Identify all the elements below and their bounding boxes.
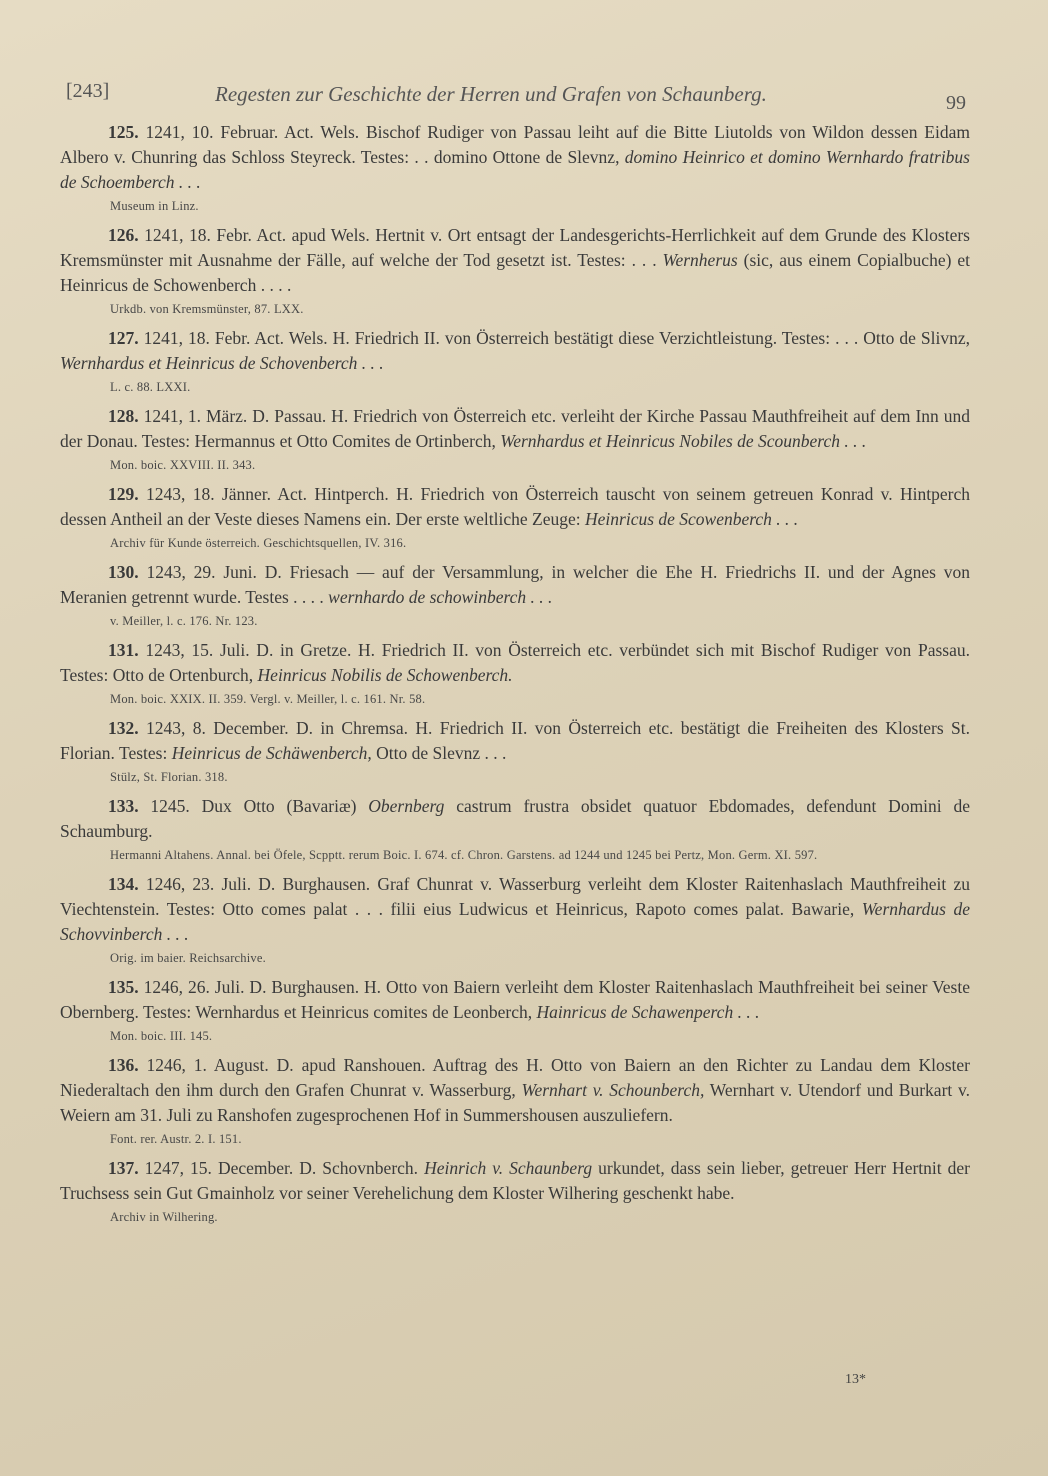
entry-text: 1241, 1. März. D. Passau. H. Friedrich von Österreich etc. verleiht der Kirche Passau Mauthfreiheit auf dem Inn und der Donau. Testes: Hermannus et Otto Comites de Ortinberch, (60, 406, 970, 451)
regest-entry (60, 1156, 970, 1226)
regest-entry (60, 975, 970, 1045)
entry-text: 1243, 29. Juni. D. Friesach — auf der Versammlung, in welcher die Ehe H. Friedrichs II. und der Agnes von Meranien getrennt wurde. Testes . . . . (60, 562, 970, 607)
entry-text: 1243, 8. December. D. in Chremsa. H. Friedrich II. von Österreich etc. bestätigt die Freiheiten des Klosters St. Florian. Testes: (60, 718, 970, 763)
entry-source: Mon. boic. III. 145. (110, 1029, 213, 1043)
regest-entry (60, 223, 970, 318)
entry-number: 126. (108, 225, 139, 245)
entry-number: 133. (108, 796, 139, 816)
regest-entry (60, 120, 970, 215)
entry-text-end: (sic, aus einem Copialbuche) et Heinricus de Schowenberch . . . . (60, 250, 970, 295)
page-number: 99 (946, 92, 966, 114)
entry-italic: Heinricus de Schäwenberch, (171, 743, 372, 763)
entry-number: 136. (108, 1055, 139, 1075)
page-bracket-number: [243] (66, 80, 110, 102)
entry-source: Hermanni Altahens. Annal. bei Öfele, Scpptt. rerum Boic. I. 674. cf. Chron. Garstens. ad 1244 und 1245 bei Pertz, Mon. Germ. XI. 597. (110, 848, 818, 862)
entry-italic: Wernherus (662, 250, 738, 270)
entry-source: Archiv in Wilhering. (110, 1210, 218, 1224)
entry-source: Mon. boic. XXIX. II. 359. Vergl. v. Meiller, l. c. 161. Nr. 58. (110, 692, 426, 706)
entry-text-end: castrum frustra obsidet quatuor Ebdomades, defendunt Domini de Schaumburg. (60, 796, 970, 841)
entry-text: 1241, 10. Februar. Act. Wels. Bischof Rudiger von Passau leiht auf die Bitte Liutolds von Wildon dessen Eidam Albero v. Chunring das Schloss Steyreck. Testes: . . domino Ottone de Slevnz, (60, 122, 970, 167)
entry-number: 127. (108, 328, 139, 348)
regest-entry (60, 482, 970, 552)
entry-source: v. Meiller, l. c. 176. Nr. 123. (110, 614, 258, 628)
regest-entry (60, 326, 970, 396)
page-header (60, 80, 970, 120)
entry-italic: Heinricus Nobilis de Schowenberch. (257, 665, 513, 685)
entry-source: Museum in Linz. (110, 199, 199, 213)
running-title: Regesten zur Geschichte der Herren und Grafen von Schaunberg. (215, 82, 767, 106)
regesten-list (60, 120, 970, 1226)
regest-entry (60, 404, 970, 474)
regest-entry (60, 1053, 970, 1148)
entry-italic: Wernhardus et Heinricus Nobiles de Scounberch . . . (500, 431, 867, 451)
entry-italic: wernhardo de schowinberch . . . (328, 587, 553, 607)
entry-italic: Heinricus de Scowenberch . . . (585, 509, 799, 529)
entry-source: Orig. im baier. Reichsarchive. (110, 951, 266, 965)
entry-text: 1247, 15. December. D. Schovnberch. (138, 1158, 425, 1178)
regest-entry (60, 560, 970, 630)
entry-text: 1241, 18. Febr. Act. apud Wels. Hertnit v. Ort entsagt der Landesgerichts-Herrlichkeit auf dem Grunde des Klosters Kremsmünster mit Ausnahme der Fälle, auf welche der Tod gesetzt ist. Testes: . . . (60, 225, 970, 270)
entry-text: 1241, 18. Febr. Act. Wels. H. Friedrich II. von Österreich bestätigt diese Verzichtleistung. Testes: . . . Otto de Slivnz, (138, 328, 970, 348)
entry-italic: Wernhardus et Heinricus de Schovenberch . . . (60, 353, 384, 373)
document-page (60, 80, 970, 1234)
entry-number: 135. (108, 977, 139, 997)
entry-number: 132. (108, 718, 139, 738)
entry-text-end: Otto de Slevnz . . . (371, 743, 507, 763)
entry-italic: Obernberg (368, 796, 445, 816)
entry-text: 1243, 18. Jänner. Act. Hintperch. H. Friedrich von Österreich tauscht von seinem getreuen Konrad v. Hintperch dessen Antheil an der Veste dieses Namens ein. Der erste weltliche Zeuge: (60, 484, 970, 529)
entry-italic: domino Heinrico et domino Wernhardo fratribus de Schoemberch . . . (60, 147, 970, 192)
regest-entry (60, 716, 970, 786)
entry-text: 1246, 26. Juli. D. Burghausen. H. Otto von Baiern verleiht dem Kloster Raitenhaslach Mauthfreiheit bei seiner Veste Obernberg. Testes: Wernhardus et Heinricus comites de Leonberch, (60, 977, 970, 1022)
entry-source: Urkdb. von Kremsmünster, 87. LXX. (110, 302, 304, 316)
entry-number: 137. (108, 1158, 139, 1178)
entry-source: Mon. boic. XXVIII. II. 343. (110, 458, 256, 472)
entry-number: 129. (108, 484, 139, 504)
entry-source: L. c. 88. LXXI. (110, 380, 191, 394)
entry-italic: Wernhardus de Schovvinberch . . . (60, 899, 970, 944)
entry-italic: Wernhart v. Schounberch, (521, 1080, 705, 1100)
entry-text: 1243, 15. Juli. D. in Gretze. H. Friedrich II. von Österreich etc. verbündet sich mit Bischof Rudiger von Passau. Testes: Otto de Ortenburch, (60, 640, 970, 685)
entry-source: Stülz, St. Florian. 318. (110, 770, 228, 784)
regest-entry (60, 638, 970, 708)
entry-italic: Heinrich v. Schaunberg (424, 1158, 593, 1178)
entry-number: 131. (108, 640, 139, 660)
entry-number: 130. (108, 562, 139, 582)
entry-text-end: Wernhart v. Utendorf und Burkart v. Weiern am 31. Juli zu Ranshofen zugesprochenen Hof in Summershousen auszuliefern. (60, 1080, 970, 1125)
regest-entry (60, 872, 970, 967)
regest-entry (60, 794, 970, 864)
entry-number: 125. (108, 122, 139, 142)
entry-number: 134. (108, 874, 139, 894)
entry-italic: Hainricus de Schawenperch . . . (536, 1002, 760, 1022)
entry-text: 1246, 23. Juli. D. Burghausen. Graf Chunrat v. Wasserburg verleiht dem Kloster Raitenhaslach Mauthfreiheit zu Viechtenstein. Testes: Otto comes palat . . . filii eius Ludwicus et Heinricus, Rapoto comes palat. Bawarie, (60, 874, 970, 919)
entry-number: 128. (108, 406, 139, 426)
entry-source: Font. rer. Austr. 2. I. 151. (110, 1132, 242, 1146)
entry-source: Archiv für Kunde österreich. Geschichtsquellen, IV. 316. (110, 536, 407, 550)
entry-text: 1246, 1. August. D. apud Ranshouen. Auftrag des H. Otto von Baiern an den Richter zu Landau dem Kloster Niederaltach den ihm durch den Grafen Chunrat v. Wasserburg, (60, 1055, 970, 1100)
entry-text-end: urkundet, dass sein lieber, getreuer Herr Hertnit der Truchsess sein Gut Gmainholz vor seiner Verehelichung dem Kloster Wilhering geschenkt habe. (60, 1158, 970, 1203)
signature-mark: 13* (845, 1372, 866, 1387)
entry-text: 1245. Dux Otto (Bavariæ) (138, 796, 369, 816)
